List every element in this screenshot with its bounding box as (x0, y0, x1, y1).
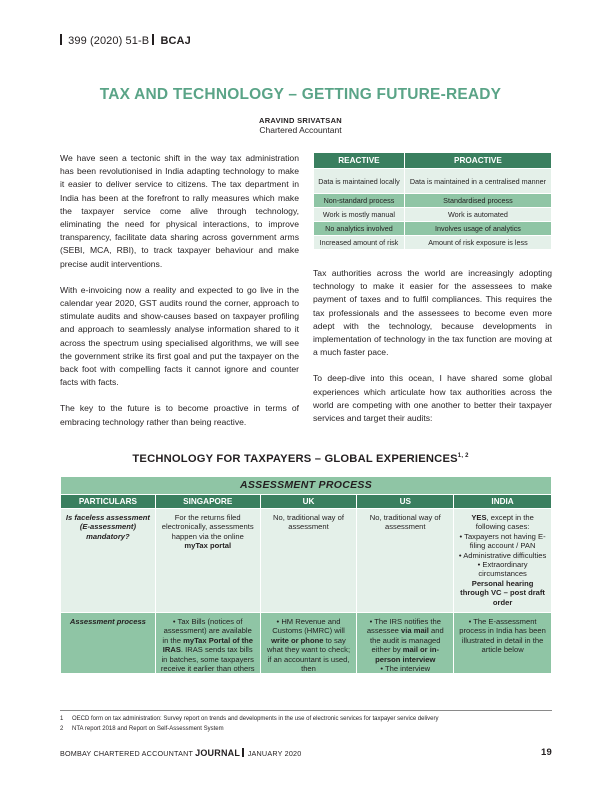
cell-text: and the audit is managed either by (370, 626, 444, 655)
table-header-row (61, 495, 552, 509)
table-row (314, 222, 552, 236)
assessment-process-table (60, 476, 552, 674)
body-left-column (60, 152, 299, 442)
paragraph: To deep-dive into this ocean, I have shared some global experiences which articulate how tax authorities across the world are competing with one another to better their taxpayer services and target their audits: (313, 373, 552, 424)
article-title: TAX AND TECHNOLOGY – GETTING FUTURE-READY (99, 86, 502, 103)
table-header-row (314, 153, 552, 169)
section-title (0, 453, 601, 465)
table-band-row (61, 477, 552, 495)
cell-text: , except in the following cases: (475, 513, 534, 532)
cell-india (454, 509, 552, 613)
table-row (314, 208, 552, 222)
table-cell: Amount of risk exposure is less (404, 236, 551, 250)
table-row (314, 236, 552, 250)
header-journal: BCAJ (160, 35, 191, 47)
paragraph: With e-invoicing now a reality and expected to go live in the calendar year 2020, GST audits round the corner, approach to stimulate audits and show-causes based on taxpayer profiling and approach to seamlessly analyse information shared to it across the spectrum using specialised algorithms, we will see the government strike its first goal and put the taxpayer on the back foot with compelling facts it cannot ignore and counter facts with facts. (60, 284, 299, 388)
footnote (60, 725, 552, 735)
section-footnote-refs: 1, 2 (457, 453, 469, 459)
row-label-faceless-assessment: Is faceless assessment (E-assessment) mandatory? (61, 509, 156, 613)
footnotes (60, 710, 552, 734)
paragraph: We have seen a tectonic shift in the way tax administration has been revolutionised in India adapting technology to make it easier to deliver service to citizens. The tax department in India has been at the forefront to rally measures which make the taxpayer service come alive through technology, eliminating the need for physical interactions, to improve transparency, facilitate data sharing across government arms (SEBI, MCA, RBI), to track taxpayer behaviour and make precise audit interventions. (60, 153, 299, 269)
cell-us (357, 613, 454, 674)
header-ref: 399 (2020) 51-B (68, 35, 150, 47)
cell-text-bold: write or phone (271, 635, 324, 645)
paragraph: The key to the future is to become proactive in terms of embracing technology rather than being reactive. (60, 403, 299, 427)
section-title-text: TECHNOLOGY FOR TAXPAYERS – GLOBAL EXPERIENCES (132, 453, 458, 465)
cell-text-bold: myTax Portal of the IRAS (162, 635, 253, 655)
cell-singapore (155, 509, 260, 613)
paragraph: Tax authorities across the world are increasingly adopting technology to make it easier for the assessees to make payment of taxes and to fulfil compliances. This requires the tax professionals and the assessees to become even more adept with the technology, because developments in implementation of technology in the tax function are moving at a much faster pace. (313, 268, 552, 358)
cell-us: No, traditional way of assessment (357, 509, 454, 613)
cell-text-bold: myTax portal (184, 541, 232, 551)
header-divider (152, 34, 154, 45)
cell-india: • The E-assessment process in India has been illustrated in detail in the article below (454, 613, 552, 674)
author-name: ARAVIND SRIVATSAN (258, 116, 343, 125)
table-cell: Involves usage of analytics (404, 222, 551, 236)
cell-text-bold: Personal hearing through VC – post draft order (460, 578, 545, 607)
table-cell: Work is automated (404, 208, 551, 222)
header-divider (60, 34, 62, 45)
table-cell: No analytics involved (314, 222, 405, 236)
table-cell: Work is mostly manual (314, 208, 405, 222)
table-cell: Non-standard process (314, 194, 405, 208)
cell-singapore (155, 613, 260, 674)
reactive-proactive-table (313, 152, 552, 250)
footer-publisher: BOMBAY CHARTERED ACCOUNTANT (60, 749, 193, 758)
list-item: • Taxpayers not having E-filing account / PAN (459, 531, 546, 551)
author-role: Chartered Accountant (259, 125, 342, 135)
table-row (314, 169, 552, 194)
cell-text-bold: via mail (401, 626, 429, 636)
cell-text: • The IRS notifies the assessee (366, 617, 441, 636)
col-header-reactive: REACTIVE (314, 153, 405, 169)
row-label-assessment-process: Assessment process (61, 613, 156, 674)
cell-uk (260, 613, 357, 674)
cell-text-bold: mail or in-person interview (375, 645, 440, 664)
col-header-particulars: PARTICULARS (61, 495, 156, 509)
table-band-title: ASSESSMENT PROCESS (61, 477, 552, 495)
table-cell: Data is maintained in a centralised manner (404, 169, 551, 194)
footnote-text: NTA report 2018 and Report on Self-Assessment System (72, 725, 224, 732)
footnote (60, 715, 552, 725)
page-number: 19 (541, 747, 552, 758)
cell-text: • HM Revenue and Customs (HMRC) will (272, 617, 345, 636)
table-cell: Standardised process (404, 194, 551, 208)
cell-text-bold: YES (471, 513, 487, 522)
col-header-india: INDIA (454, 495, 552, 509)
footnote-text: OECD form on tax administration: Survey report on trends and developments in the use of electronic services for taxpayer service delivery (72, 716, 439, 722)
col-header-uk: UK (260, 495, 357, 509)
cell-text: • Tax Bills (notices of assessment) are available in the (162, 617, 252, 645)
list-item: • Administrative difficulties (458, 550, 547, 560)
cell-text: . IRAS sends tax bills in batches, some taxpayers receive it earlier than others (160, 645, 255, 674)
cell-text: to say what they want to check; if an accountant is used, then (266, 635, 351, 674)
list-item: • The interview (380, 664, 431, 674)
table-cell: Data is maintained locally (314, 169, 405, 194)
footnote-number: 1 (60, 716, 64, 722)
table-row (61, 613, 552, 674)
col-header-singapore: SINGAPORE (155, 495, 260, 509)
footer-divider (242, 748, 244, 757)
footer-issue: JANUARY 2020 (247, 749, 302, 758)
table-row (314, 194, 552, 208)
col-header-proactive: PROACTIVE (404, 153, 551, 169)
cell-uk: No, traditional way of assessment (260, 509, 357, 613)
body-right-column (313, 267, 552, 438)
col-header-us: US (357, 495, 454, 509)
table-cell: Increased amount of risk (314, 236, 405, 250)
list-item: • Extraordinary circumstances (477, 560, 528, 579)
footer-journal: JOURNAL (195, 748, 241, 758)
cell-text: For the returns filed electronically, assessments happen via the online (161, 513, 254, 541)
footnote-number: 2 (60, 725, 64, 732)
page-footer (60, 748, 552, 758)
running-header (60, 34, 191, 47)
table-row (61, 509, 552, 613)
